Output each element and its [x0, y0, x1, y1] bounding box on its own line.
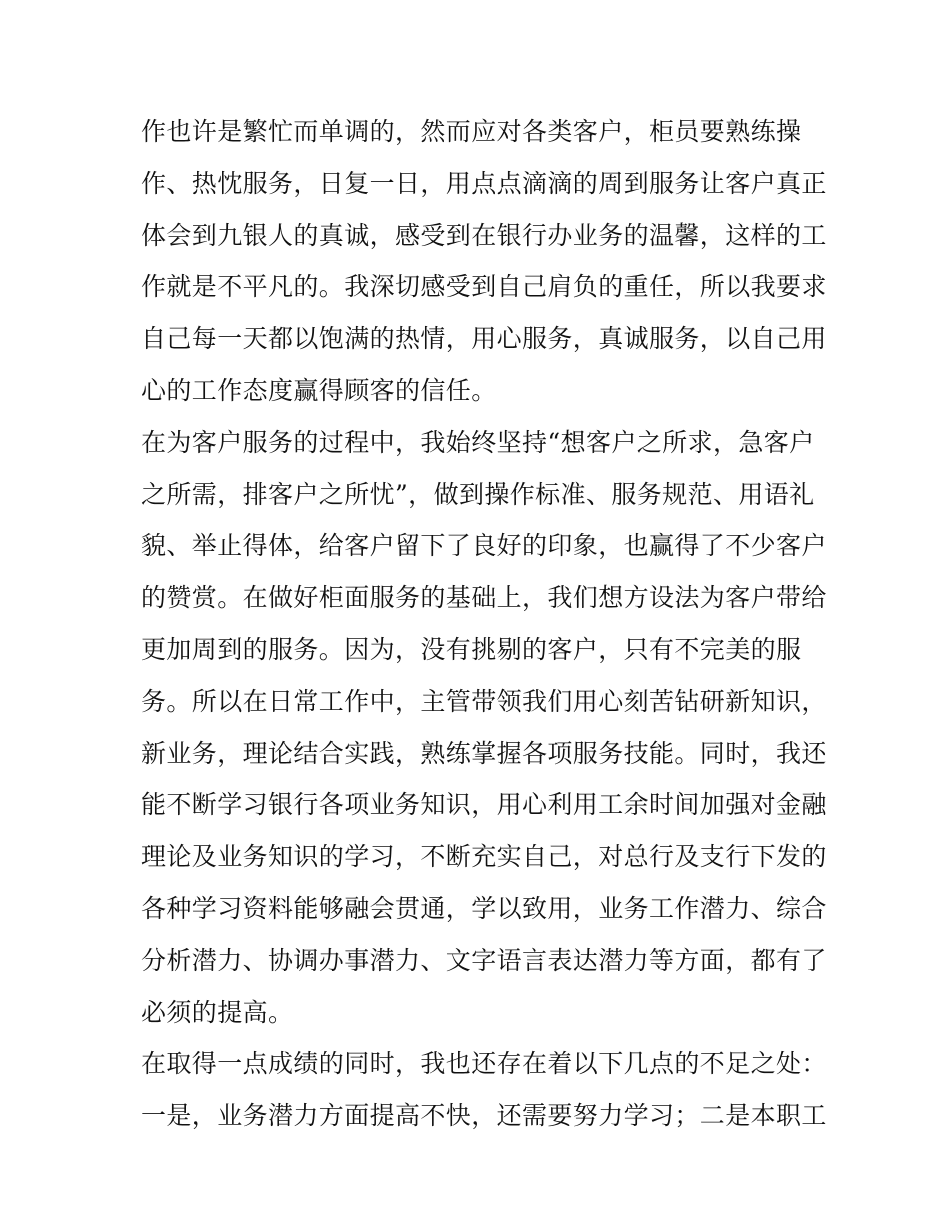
- text-line: 在为客户服务的过程中，我始终坚持“想客户之所求，急客户: [141, 427, 815, 457]
- text-line: 新业务，理论结合实践，熟练掌握各项服务技能。同时，我还: [141, 738, 827, 768]
- document-body: [141, 106, 827, 1142]
- text-line: 心的工作态度赢得顾客的信任。: [141, 375, 497, 405]
- text-line: 各种学习资料能够融会贯通，学以致用，业务工作潜力、综合: [141, 893, 827, 923]
- text-line: 更加周到的服务。因为，没有挑剔的客户，只有不完美的服: [141, 634, 802, 664]
- text-line: 作也许是繁忙而单调的，然而应对各类客户，柜员要熟练操: [141, 117, 802, 146]
- text-line: 一是，业务潜力方面提高不快，还需要努力学习；二是本职工: [141, 1101, 827, 1131]
- text-line: 理论及业务知识的学习，不断充实自己，对总行及支行下发的: [141, 842, 827, 872]
- text-line: 作就是不平凡的。我深切感受到自己肩负的重任，所以我要求: [141, 272, 827, 302]
- text-line: 分析潜力、协调办事潜力、文字语言表达潜力等方面，都有了: [141, 945, 827, 975]
- text-line: 在取得一点成绩的同时，我也还存在着以下几点的不足之处：: [141, 1049, 827, 1079]
- text-line: 的赞赏。在做好柜面服务的基础上，我们想方设法为客户带给: [141, 583, 827, 613]
- text-line: 貌、举止得体，给客户留下了良好的印象，也赢得了不少客户: [141, 531, 827, 561]
- text-line: 务。所以在日常工作中，主管带领我们用心刻苦钻研新知识，: [141, 686, 827, 716]
- text-line: 必须的提高。: [141, 997, 294, 1027]
- text-line: 作、热忱服务，日复一日，用点点滴滴的周到服务让客户真正: [141, 168, 827, 198]
- text-line: 体会到九银人的真诚，感受到在银行办业务的温馨，这样的工: [141, 220, 827, 250]
- text-line: 之所需，排客户之所忧”，做到操作标准、服务规范、用语礼: [141, 479, 815, 509]
- text-line: 能不断学习银行各项业务知识，用心利用工余时间加强对金融: [141, 790, 827, 820]
- text-line: 自己每一天都以饱满的热情，用心服务，真诚服务，以自己用: [141, 324, 827, 354]
